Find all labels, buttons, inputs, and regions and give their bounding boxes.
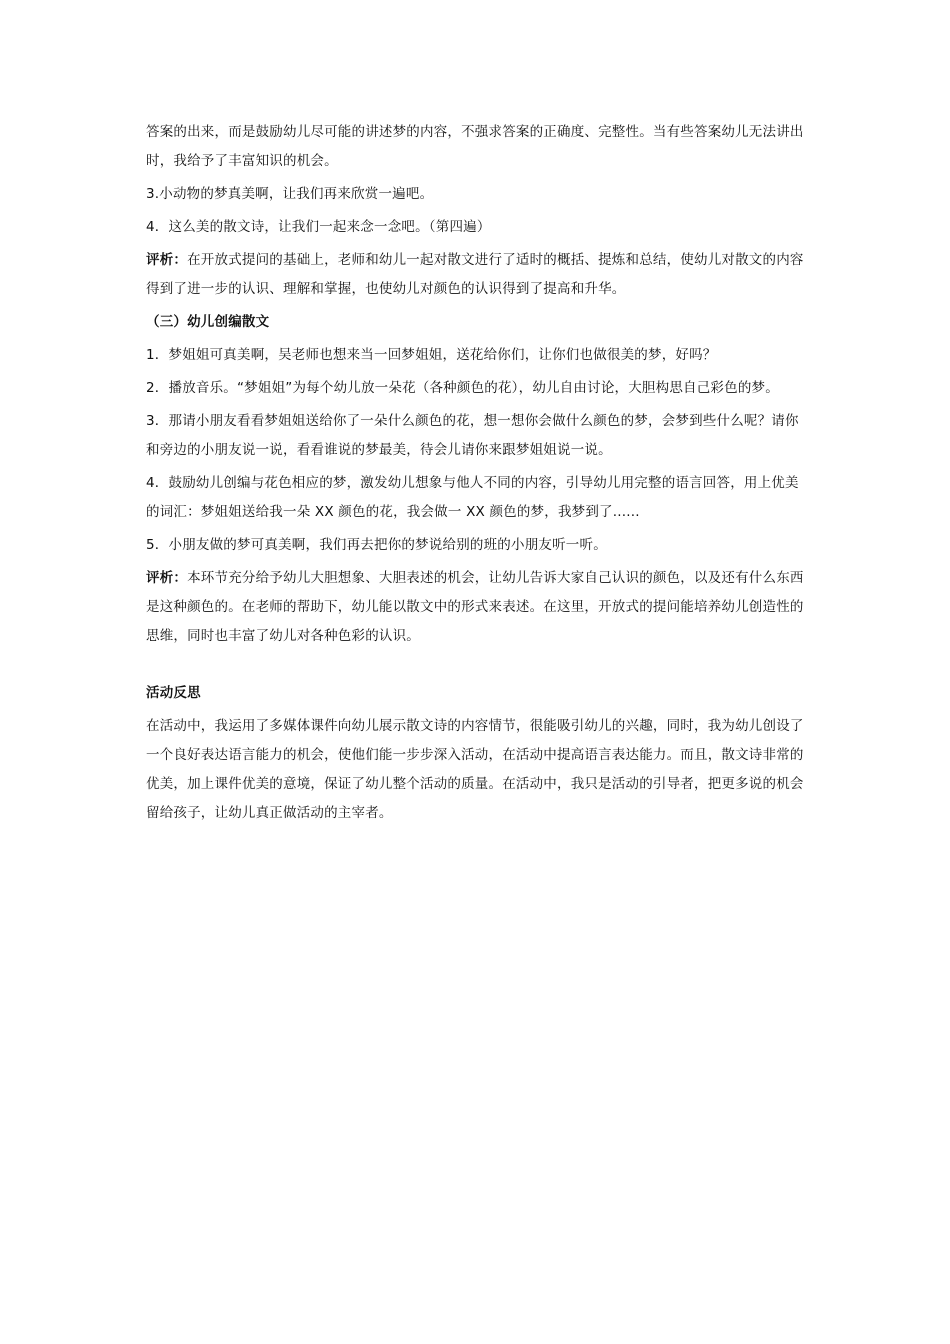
review-1 — [146, 246, 809, 304]
section-3-step-1: 1．梦姐姐可真美啊，吴老师也想来当一回梦姐姐，送花给你们，让你们也做很美的梦，好吗？ — [146, 347, 717, 363]
review-label: 评析： — [146, 570, 188, 586]
section-3-step-5: 5．小朋友做的梦可真美啊，我们再去把你的梦说给别的班的小朋友听一听。 — [146, 537, 607, 553]
review-label: 评析： — [146, 252, 188, 268]
reflection-paragraph: 在活动中，我运用了多媒体课件向幼儿展示散文诗的内容情节，很能吸引幼儿的兴趣，同时，我为幼儿创设了一个良好表达语言能力的机会，使他们能一步步深入活动，在活动中提高语言表达能力。而且，散文诗非常的优美，加上课件优美的意境，保证了幼儿整个活动的质量。在活动中，我只是活动的引导者，把更多说的机会留给孩子，让幼儿真正做活动的主宰者。 — [146, 718, 804, 821]
section-3-step-4: 4．鼓励幼儿创编与花色相应的梦，激发幼儿想象与他人不同的内容，引导幼儿用完整的语言回答，用上优美的词汇：梦姐姐送给我一朵 XX 颜色的花，我会做一 XX 颜色的梦，我梦到了...... — [146, 475, 799, 520]
section-3-step-3: 3．那请小朋友看看梦姐姐送给你了一朵什么颜色的花，想一想你会做什么颜色的梦，会梦到些什么呢？请你和旁边的小朋友说一说，看看谁说的梦最美，待会儿请你来跟梦姐姐说一说。 — [146, 413, 799, 458]
review-text: 在开放式提问的基础上，老师和幼儿一起对散文进行了适时的概括、提炼和总结，使幼儿对散文的内容得到了进一步的认识、理解和掌握，也使幼儿对颜色的认识得到了提高和升华。 — [146, 252, 804, 297]
document-body — [146, 118, 809, 832]
section-spacer — [146, 655, 809, 679]
section-3-step-2: 2．播放音乐。“梦姐姐”为每个幼儿放一朵花（各种颜色的花），幼儿自由讨论，大胆构思自己彩色的梦。 — [146, 380, 779, 396]
step-4: 4．这么美的散文诗，让我们一起来念一念吧。（第四遍） — [146, 219, 491, 235]
step-3: 3.小动物的梦真美啊，让我们再来欣赏一遍吧。 — [146, 186, 434, 202]
paragraph-answer-intro: 答案的出来，而是鼓励幼儿尽可能的讲述梦的内容，不强求答案的正确度、完整性。当有些答案幼儿无法讲出时，我给予了丰富知识的机会。 — [146, 124, 804, 169]
review-2 — [146, 564, 809, 651]
review-text: 本环节充分给予幼儿大胆想象、大胆表述的机会，让幼儿告诉大家自己认识的颜色，以及还有什么东西是这种颜色的。在老师的帮助下，幼儿能以散文中的形式来表述。在这里，开放式的提问能培养幼儿创造性的思维，同时也丰富了幼儿对各种色彩的认识。 — [146, 570, 804, 644]
section-3-heading: （三）幼儿创编散文 — [146, 314, 270, 330]
reflection-heading: 活动反思 — [146, 685, 201, 701]
